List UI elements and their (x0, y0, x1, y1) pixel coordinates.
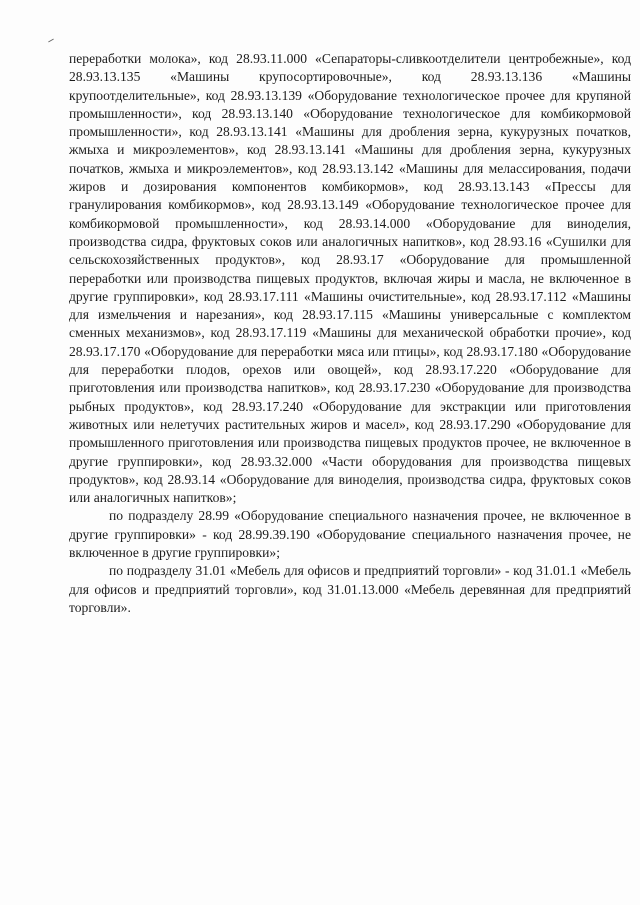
paragraph-equipment-codes: переработки молока», код 28.93.11.000 «Сепараторы-сливкоотделители центробежные», код 28.93.13.135 «Машины крупосортировочные», код 28.93.13.136 «Машины крупоотделительные», код 28.93.13.139 «Оборудование технологическое прочее для крупяной промышленности», код 28.93.13.140 «Оборудование технологическое для комбикормовой промышленности», код 28.93.13.141 «Машины для дробления зерна, кукурузных початков, жмыха и микроэлементов», код 28.93.13.141 «Машины для дробления зерна, кукурузных початков, жмыха и микроэлементов», код 28.93.13.142 «Машины для мелассирования, подачи жиров и дозирования компонентов комбикормов», код 28.93.13.143 «Прессы для гранулирования комбикормов», код 28.93.13.149 «Оборудование технологическое прочее для комбикормовой промышленности», код 28.93.14.000 «Оборудование для виноделия, производства сидра, фруктовых соков или аналогичных напитков», код 28.93.16 «Сушилки для сельскохозяйственных продуктов», код 28.93.17 «Оборудование для промышленной переработки или производства пищевых продуктов, включая жиры и масла, не включенное в другие группировки», код 28.93.17.111 «Машины очистительные», код 28.93.17.112 «Машины для измельчения и нарезания», код 28.93.17.115 «Машины универсальные с комплектом сменных механизмов», код 28.93.17.119 «Машины для механической обработки прочие», код 28.93.17.170 «Оборудование для переработки мяса или птицы», код 28.93.17.180 «Оборудование для переработки плодов, орехов или овощей», код 28.93.17.220 «Оборудование для приготовления или производства напитков», код 28.93.17.230 «Оборудование для производства рыбных продуктов», код 28.93.17.240 «Оборудование для экстракции или приготовления животных или нелетучих растительных жиров и масел», код 28.93.17.290 «Оборудование для промышленного приготовления или производства пищевых продуктов прочее, не включенное в другие группировки», код 28.93.32.000 «Части оборудования для производства пищевых продуктов», код 28.93.14 «Оборудование для виноделия, производства сидра, фруктовых соков или аналогичных напитков»; (69, 51, 631, 506)
scan-mark (48, 39, 54, 43)
paragraph-subsection-28-99: по подразделу 28.99 «Оборудование специального назначения прочее, не включенное в другие группировки» - код 28.99.39.190 «Оборудование специального назначения прочее, не включенное в другие группировки»; (69, 508, 631, 561)
paragraph-subsection-31-01: по подразделу 31.01 «Мебель для офисов и предприятий торговли» - код 31.01.1 «Мебель для офисов и предприятий торговли», код 31.01.13.000 «Мебель деревянная для предприятий торговли». (69, 563, 631, 615)
document-body (69, 50, 631, 617)
